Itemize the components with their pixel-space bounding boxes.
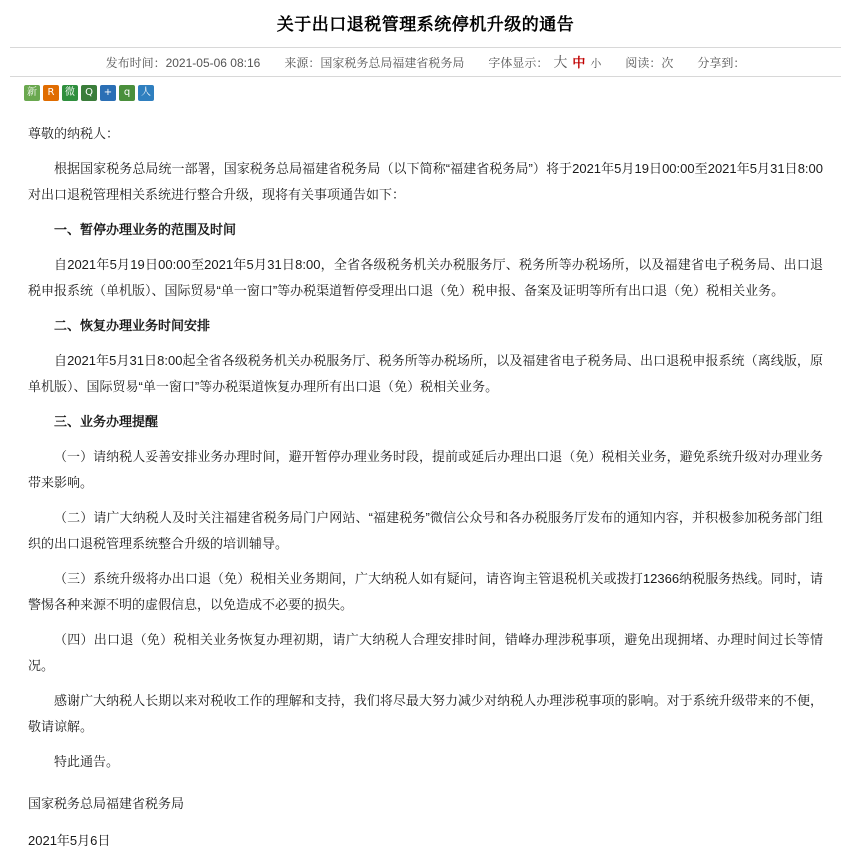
share-icon-more[interactable]: + — [100, 85, 116, 101]
closing-paragraph: 特此通告。 — [54, 754, 120, 769]
section-3-title: 三、业务办理提醒 — [54, 414, 159, 429]
font-size-label: 字体显示： — [488, 56, 549, 70]
font-size-small-button[interactable]: 小 — [590, 58, 602, 70]
publish-time-value: 2021-05-06 08:16 — [165, 55, 261, 70]
share-icon-qq[interactable]: q — [119, 85, 135, 101]
share-icon-rss[interactable]: R — [43, 85, 59, 101]
publish-time — [106, 54, 261, 71]
share-label: 分享到： — [697, 55, 746, 70]
source — [284, 54, 464, 71]
intro-paragraph: 根据国家税务总局统一部署，国家税务总局福建省税务局（以下简称“福建省税务局”）将于2021年5月19日00:00至2021年5月31日8:00对出口退税管理相关系统进行整合升级，现将有关事项通告如下： — [28, 161, 823, 202]
section-3-item-1: （一）请纳税人妥善安排业务办理时间，避开暂停办理业务时段，提前或延后办理出口退（免）税相关业务，避免系统升级对办理业务带来影响。 — [28, 449, 823, 490]
font-size-large-button[interactable]: 大 — [553, 54, 568, 70]
share-label-area — [697, 54, 745, 71]
font-size-medium-button[interactable]: 中 — [572, 55, 586, 70]
share-icon-renren[interactable]: 人 — [138, 85, 154, 101]
read-count-value: 次 — [661, 55, 674, 70]
section-2-text: 自2021年5月31日8:00起全省各级税务机关办税服务厅、税务所等办税场所，以及福建省电子税务局、出口退税申报系统（离线版，原单机版）、国际贸易“单一窗口”等办税渠道恢复办理所有出口退（免）税相关业务。 — [28, 353, 823, 394]
share-icon-qzone[interactable]: Q — [81, 85, 97, 101]
page-title: 关于出口退税管理系统停机升级的通告 — [276, 15, 575, 34]
source-value: 国家税务总局福建省税务局 — [320, 55, 465, 70]
read-count-label: 阅读： — [625, 55, 662, 70]
section-3-item-3: （三）系统升级将办出口退（免）税相关业务期间，广大纳税人如有疑问，请咨询主管退税机关或拨打12366纳税服务热线。同时，请警惕各种来源不明的虚假信息，以免造成不必要的损失。 — [28, 571, 823, 612]
section-3-item-4: （四）出口退（免）税相关业务恢复办理初期，请广大纳税人合理安排时间，错峰办理涉税事项，避免出现拥堵、办理时间过长等情况。 — [28, 632, 823, 673]
publish-time-label: 发布时间： — [105, 55, 166, 70]
read-count — [625, 54, 673, 71]
source-label: 来源： — [284, 55, 321, 70]
section-2-title: 二、恢复办理业务时间安排 — [54, 318, 211, 333]
share-icon-wechat[interactable]: 微 — [62, 85, 78, 101]
signature-date: 2021年5月6日 — [28, 833, 111, 848]
salutation: 尊敬的纳税人： — [28, 126, 120, 141]
thanks-paragraph: 感谢广大纳税人长期以来对税收工作的理解和支持，我们将尽最大努力减少对纳税人办理涉税事项的影响。对于系统升级带来的不便，敬请谅解。 — [28, 693, 823, 734]
share-icon-row — [0, 77, 851, 101]
article-meta-bar — [10, 47, 841, 77]
section-1-text: 自2021年5月19日00:00至2021年5月31日8:00，全省各级税务机关办税服务厅、税务所等办税场所，以及福建省电子税务局、出口退税申报系统（单机版）、国际贸易“单一窗口”等办税渠道暂停受理出口退（免）税申报、备案及证明等所有出口退（免）税相关业务。 — [28, 257, 823, 298]
section-1-title: 一、暂停办理业务的范围及时间 — [54, 222, 237, 237]
section-3-item-2: （二）请广大纳税人及时关注福建省税务局门户网站、“福建税务”微信公众号和各办税服务厅发布的通知内容，并积极参加税务部门组织的出口退税管理系统整合升级的培训辅导。 — [28, 510, 823, 551]
article-body — [0, 101, 851, 855]
share-icon-sina[interactable]: 新 — [24, 85, 40, 101]
font-size-switcher — [488, 52, 601, 72]
signature: 国家税务总局福建省税务局 — [28, 796, 185, 811]
